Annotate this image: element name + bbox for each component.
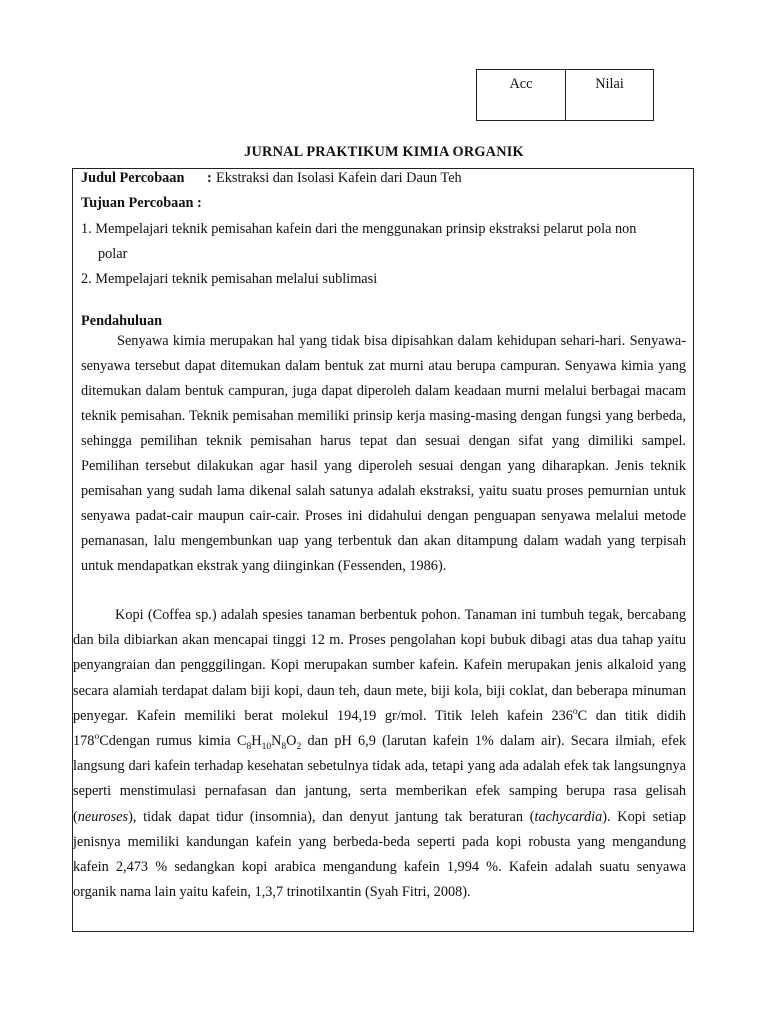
judul-label: Judul Percobaan [81,170,185,186]
acc-cell [477,70,566,121]
paragraph-1: Senyawa kimia merupakan hal yang tidak bisa dipisahkan dalam kehidupan sehari-hari. Senyawa-senyawa tersebut dapat ditemukan dalam bentuk zat murni atau berupa campuran. Senyawa kimia yang ditemukan dalam bentuk campuran, juga dapat diperoleh dalam keadaan murni melalui berbagai macam teknik pemisahan. Teknik pemisahan memiliki prinsip kerja masing-masing dengan fungsi yang berbeda, sehingga pemilihan teknik pemisahan harus tepat dan sesuai dengan sifat yang dimiliki sampel. Pemilihan tersebut dilakukan agar hasil yang diperoleh sesuai dengan yang diharapkan. Jenis teknik pemisahan yang sudah lama dikenal salah satunya adalah ekstraksi, yaitu suatu proses pemurnian untuk senyawa padat-cair maupun cair-cair. Proses ini didahului dengan penguapan senyawa melalui metode pemanasan, lalu mengembunkan uap yang terbentuk dan akan ditampung dalam wadah yang terpisah untuk mendapatkan ekstrak yang diinginkan (Fessenden, 1986). [81,333,686,574]
paragraph-2: Kopi (Coffea sp.) adalah spesies tanaman berbentuk pohon. Tanaman ini tumbuh tegak, bercabang dan bila dibiarkan akan mencapai tinggi 12 m. Proses pengolahan kopi bubuk dibagi atas dua tahap yaitu penyangraian dan pengggilingan. Kopi merupakan sumber kafein. Kafein merupakan jenis alkaloid yang secara alamiah terdapat dalam biji kopi, daun teh, daun mete, biji kola, biji coklat, dan beberapa minuman penyegar. Kafein memiliki berat molekul 194,19 gr/mol. Titik leleh kafein 236$^o$C dan titik didih 178$^o$Cdengan rumus kimia $C_8H_{10}N_8O_2$ dan pH 6,9 (larutan kafein 1% dalam air). Secara ilmiah, efek langsung dari kafein terhadap kesehatan sebetulnya tidak ada, tetapi yang ada adalah efek tak langsungnya seperti menstimulasi pernafasan dan jantung, serta memberikan efek samping berupa rasa gelisah (neuroses), tidak dapat tidur (insomnia), dan denyut jantung tak beraturan (tachycardia). Kopi setiap jenisnya memiliki kandungan kafein yang berbeda-beda seperti pada kopi robusta yang mengandung kafein 2,473 % sedangkan kopi arabica mengandung kafein 1,994 %. Kafein adalah suatu senyawa organik nama lain yaitu kafein, 1,3,7 trinotilxantin (Syah Fitri, 2008). [73,607,686,901]
tujuan-label: Tujuan Percobaan : [81,195,202,211]
acc-label: Acc [509,76,533,92]
judul-value-text [216,170,462,187]
tujuan-item-1-continued: polar [98,246,128,262]
nilai-label: Nilai [595,76,624,92]
judul-value-row: : [207,170,212,186]
judul-row [81,170,184,187]
tujuan-item-1: 1. Mempelajari teknik pemisahan kafein dari the menggunakan prinsip ekstraksi pelarut pola non [81,221,637,237]
nilai-cell [566,70,654,121]
approval-table [476,69,654,121]
tujuan-item-2: 2. Mempelajari teknik pemisahan melalui sublimasi [81,271,378,287]
document-title: JURNAL PRAKTIKUM KIMIA ORGANIK [244,144,524,160]
pendahuluan-heading: Pendahuluan [81,313,163,329]
judul-value-text: Ekstraksi dan Isolasi Kafein dari Daun Teh [216,170,462,186]
